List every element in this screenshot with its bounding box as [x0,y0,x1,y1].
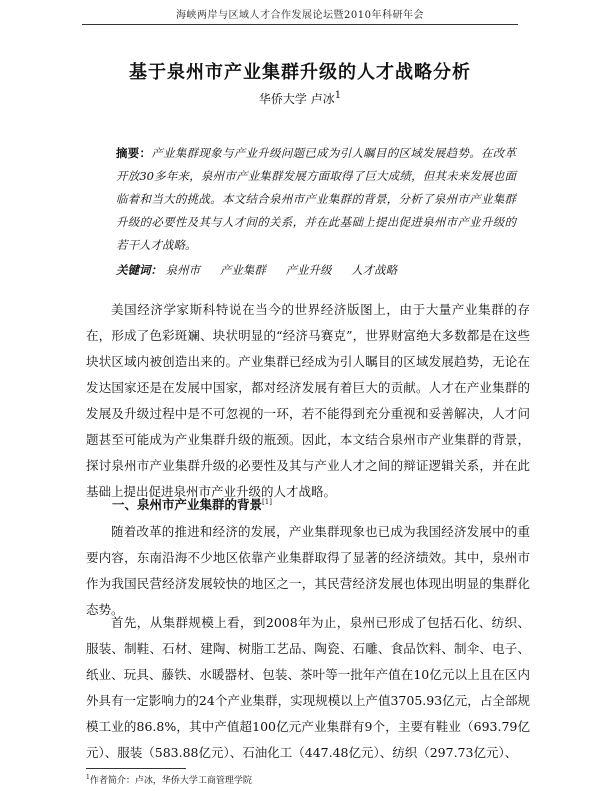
section-paragraph: 随着改革的推进和经济的发展，产业集群现象也已成为我国经济发展中的重要内容，东南沿海不少地区依靠产业集群取得了显著的经济绩效。其中，泉州市作为我国民营经济发展较快的地区之一，其民营经济发展也体现出明显的集群化态势。 [86,524,530,617]
paper-title: 基于泉州市产业集群升级的人才战略分析 [129,62,471,83]
keyword: 泉州市 [165,263,201,277]
author-footnote-mark: 1 [334,90,342,101]
keyword: 人才战略 [351,263,398,277]
footnote [86,773,252,786]
footnote-rule [86,768,186,769]
header-rule [82,24,518,25]
intro-paragraph: 美国经济学家斯科特说在当今的世界经济版图上，由于大量产业集群的存在，形成了色彩斑斓、块状明显的“经济马赛克”，世界财富绝大多数都是在这些块状区域内被创造出来的。产业集群已经成为引人瞩目的区域发展趋势，无论在发达国家还是在发展中国家，都对经济发展有着巨大的贡献。人才在产业集群的发展及升级过程中是不可忽视的一环，若不能得到充分重视和妥善解决，人才问题甚至可能成为产业集群升级的瓶颈。因此，本文结合泉州市产业集群的背景，探讨泉州市产业集群升级的必要性及其与产业人才之间的辩证逻辑关系，并在此基础上提出促进泉州市产业升级的人才战略。 [86,302,530,499]
abstract-label: 摘要： [116,146,152,160]
section-heading-text: 一、泉州市产业集群的背景 [112,497,263,512]
footnote-text: 作者简介：卢冰，华侨大学工商管理学院 [89,776,252,786]
abstract [116,142,516,257]
section-citation: [1] [262,497,272,506]
running-header: 海峡两岸与区域人才合作发展论坛暨2010年科研年会 [176,10,424,21]
keyword: 产业升级 [285,263,332,277]
footnote-mark: 1 [86,774,90,781]
keywords [116,262,413,278]
keyword: 产业集群 [219,263,266,277]
author-name: 华侨大学 卢冰 [258,92,335,106]
keywords-label: 关键词： [116,263,162,277]
abstract-text: 产业集群现象与产业升级问题已成为引人瞩目的区域发展趋势。在改革开放30多年来，泉州市产业集群发展方面取得了巨大成绩，但其未来发展也面临着和当大的挑战。本文结合泉州市产业集群的背景，分析了泉州市产业集群升级的必要性及其与人才间的关系，并在此基础上提出促进泉州市产业升级的若干人才战略。 [116,146,517,252]
author-line [0,90,600,107]
section-heading [112,495,272,513]
section-paragraph: 首先，从集群规模上看，到2008年为止，泉州已形成了包括石化、纺织、服装、制鞋、石材、建陶、树脂工艺品、陶瓷、石雕、食品饮料、制伞、电子、纸业、玩具、藤铁、水暖器材、包装、茶叶等一批年产值在10亿元以上且在区内外具有一定影响力的24个产业集群，实现规模以上产值3705.93亿元，占全部规模工业的86.8%，其中产值超100亿元产业集群有9个，主要有鞋业（693.79亿元）、服装（583.88亿元）、石油化工（447.48亿元）、纺织（297.73亿元）、 [86,615,530,760]
